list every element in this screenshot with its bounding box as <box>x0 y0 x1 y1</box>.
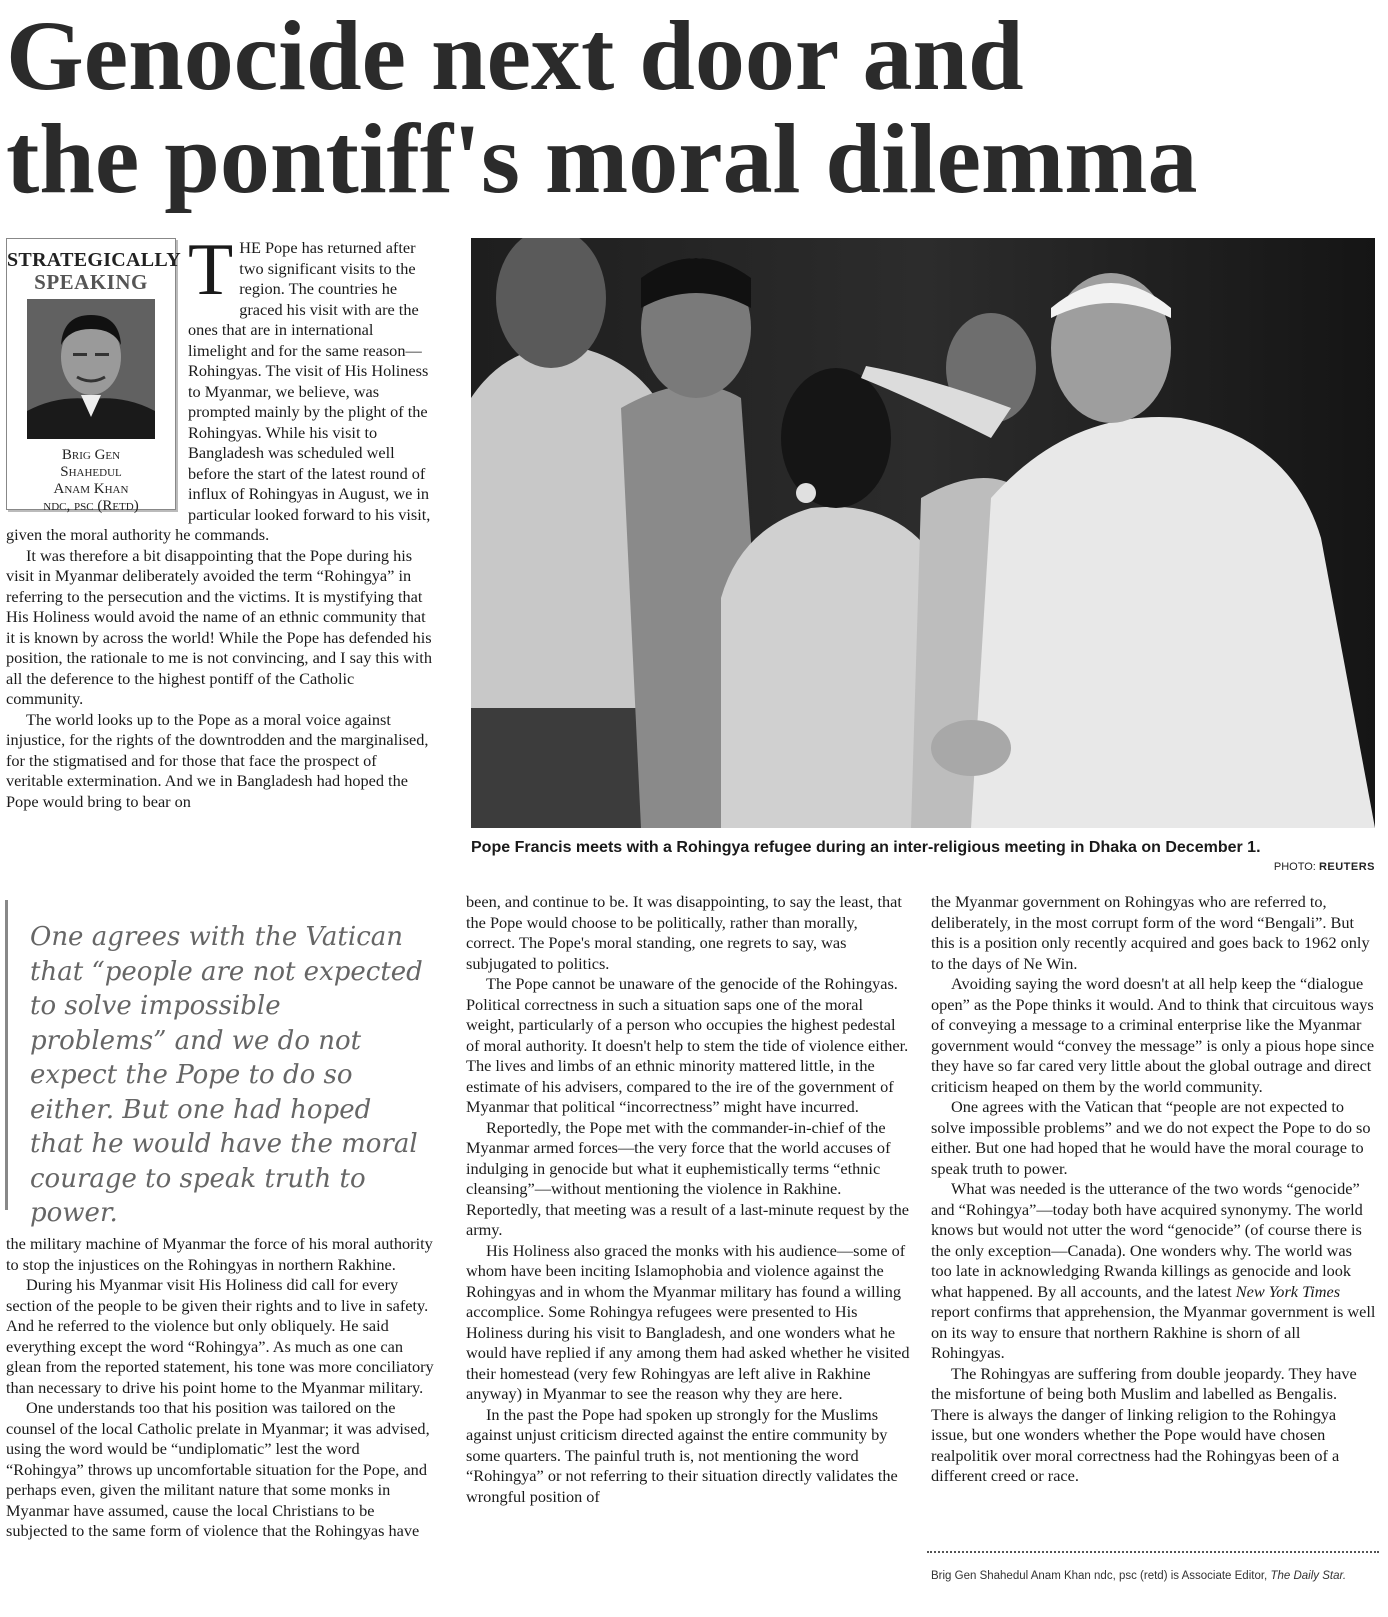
column-3-paragraph-5: The Rohingyas are suffering from double jeopardy. They have the misfortune of being both Muslim and labelled as Bengalis. There is always the danger of linking religion to the Rohingya issue, but one wonders whether the Pope would have chosen realpolitik over moral correctness had the Rohingyas been of a different creed or race. <box>931 1363 1357 1485</box>
author-footnote <box>931 1569 1371 1584</box>
paragraph-4: During his Myanmar visit His Holiness did call for every section of the people to be given their rights and to live in safety. And he referred to the violence but only obliquely. He said everything except the word “Rohingya”. As much as one can glean from the reported statement, his tone was more conciliatory than necessary to drive his point home to the Myanmar military. <box>6 1275 434 1397</box>
headline <box>6 0 1376 214</box>
author-line-4: ndc, psc (Retd) <box>43 498 139 514</box>
photo-credit-label: PHOTO: <box>1273 861 1316 873</box>
paragraph-3-continued: the military machine of Myanmar the force of his moral authority to stop the injustices on the Rohingyas in northern Rakhine. <box>6 1234 433 1274</box>
newspaper-title: New York Times <box>1235 1281 1341 1301</box>
column-name-line-1: STRATEGICALLY <box>7 249 181 271</box>
intro-text: HE Pope has returned after two significant visits to the region. The countries he graced his visit with are the ones that are in international limelight and for the same reason—Rohingyas. The visit of His Holiness to Myanmar, we believe, was prompted mainly by the plight of the Rohingyas. While his visit to Bangladesh was scheduled well before the start of the latest round of influx of Rohingyas in August, we in particular looked forward to his visit, given the moral authority he commands. <box>6 238 431 544</box>
footer-divider <box>927 1551 1379 1553</box>
headline-line-1: Genocide next door and <box>6 0 1024 111</box>
headline-line-2: the pontiff's moral dilemma <box>6 103 1198 214</box>
author-line-2: Shahedul <box>60 464 122 480</box>
author-line-3: Anam Khan <box>53 481 129 497</box>
column-3-paragraph-4-start: What was needed is the utterance of the two words “genocide” and “Rohingya”—today both have acquired synonymy. The world knows but would not utter the word “genocide” (of course there is the only exception—Canada). One wonders why. The world was too late in acknowledging Rwanda killings as genocide and look what happened. By all accounts, and the latest <box>931 1179 1363 1301</box>
column-2-paragraph-1: been, and continue to be. It was disappointing, to say the least, that the Pope would choose to be politically, rather than morally, correct. The Pope's moral standing, one regrets to say, was subjugated to politics. <box>466 892 902 973</box>
author-portrait <box>27 299 155 439</box>
column-3-paragraph-3: One agrees with the Vatican that “people are not expected to solve impossible problems” and we do not expect the Pope to do so either. But one had hoped that he would have the moral courage to speak truth to power. <box>931 1097 1371 1178</box>
photo-credit <box>1274 861 1375 873</box>
column-2-paragraph-3: Reportedly, the Pope met with the commander-in-chief of the Myanmar armed forces—the very force that the world accuses of indulging in genocide but what it euphemistically terms “ethnic cleansing”—without mentioning the violence in Rakhine. Reportedly, that meeting was a result of a last-minute request by the army. <box>466 1117 909 1239</box>
pull-quote: One agrees with the Vatican that “people are not expected to solve impossible problems” and we do not expect the Pope to do so either. But one had hoped that he would have the moral courage to speak truth to power. <box>5 900 425 1210</box>
column-3-paragraph-1: the Myanmar government on Rohingyas who are referred to, deliberately, in the most corrupt form of the word “Bengali”. But this is a position only recently acquired and goes back to 1962 only to the days of Ne Win. <box>931 892 1370 973</box>
paragraph-5: One understands too that his position was tailored on the counsel of the local Catholic prelate in Myanmar; it was advised, using the word would be “undiplomatic” lest the word “Rohingya” throws up uncomfortable situation for the Pope, and perhaps even, given the militant nature that some monks in Myanmar have assumed, cause the local Christians to be subjected to the same form of violence that the Rohingyas have <box>6 1398 430 1540</box>
article-column-3 <box>931 892 1376 1487</box>
paragraph-3: The world looks up to the Pope as a moral voice against injustice, for the rights of the downtrodden and the marginalised, for the stigmatised and for those that face the prospect of veritable extermination. And we in Bangladesh had hoped the Pope would bring to bear on <box>6 709 429 811</box>
author-name <box>7 447 175 515</box>
photo-credit-source: REUTERS <box>1318 861 1375 873</box>
author-footnote-publication: The Daily Star. <box>1270 1570 1347 1582</box>
article-column-1-bottom <box>6 1234 434 1542</box>
column-3-paragraph-4-end: report confirms that apprehension, the Myanmar government is well on its way to ensure that northern Rakhine is shorn of all Rohingyas. <box>931 1302 1376 1362</box>
author-line-1: Brig Gen <box>61 447 121 463</box>
drop-cap: T <box>188 229 234 311</box>
column-2-paragraph-4: His Holiness also graced the monks with his audience—some of whom have been inciting Islamophobia and violence against the Rohingyas and in whom the Myanmar military has found a willing accomplice. Some Rohingya refugees were presented to His Holiness during his visit to Bangladesh, and one wonders what he would have replied if any among them had asked whether he visited their homestead (very few Rohingyas are left alive in Rakhine anyway) in Myanmar to see the reason why they are here. <box>466 1240 910 1403</box>
column-3-paragraph-4 <box>931 1179 1376 1364</box>
column-2-paragraph-2: The Pope cannot be unaware of the genocide of the Rohingyas. Political correctness in such a situation saps one of the moral weight, particularly of a person who occupies the highest pedestal of moral authority. It doesn't help to stem the tide of violence either. The lives and limbs of an ethnic minority mattered little, in the estimate of his advisers, compared to the ire of the government of Myanmar that political “incorrectness” might have incurred. <box>466 974 909 1116</box>
photo-caption: Pope Francis meets with a Rohingya refugee during an inter-religious meeting in Dhaka on December 1. <box>471 839 1261 856</box>
column-byline-box <box>6 238 181 514</box>
column-name-line-2: SPEAKING <box>34 270 148 294</box>
column-3-paragraph-2: Avoiding saying the word doesn't at all help keep the “dialogue open” as the Pope thinks it would. And to think that circuitous ways of conveying a message to a criminal enterprise like the Myanmar government would “convey the message” is only a pious hope since they have so far cared very little about the global outrage and direct criticism heaped on them by the world community. <box>931 974 1375 1096</box>
article-photo <box>471 238 1375 828</box>
author-footnote-text: Brig Gen Shahedul Anam Khan ndc, psc (retd) is Associate Editor, <box>931 1570 1271 1582</box>
paragraph-2: It was therefore a bit disappointing that the Pope during his visit in Myanmar deliberately avoided the term “Rohingya” in referring to the persecution and the victims. It is mystifying that His Holiness would avoid the name of an ethnic community that it is known by across the world! While the Pope has defended his position, the rationale to me is not convincing, and I say this with all the deference to the highest pontiff of the Catholic community. <box>6 545 432 708</box>
column-2-paragraph-5: In the past the Pope had spoken up strongly for the Muslims against unjust criticism directed against the entire community by some quarters. The painful truth is, not mentioning the word “Rohingya” or not referring to their situation directly validates the wrongful position of <box>466 1404 898 1506</box>
article-column-2 <box>466 892 911 1507</box>
